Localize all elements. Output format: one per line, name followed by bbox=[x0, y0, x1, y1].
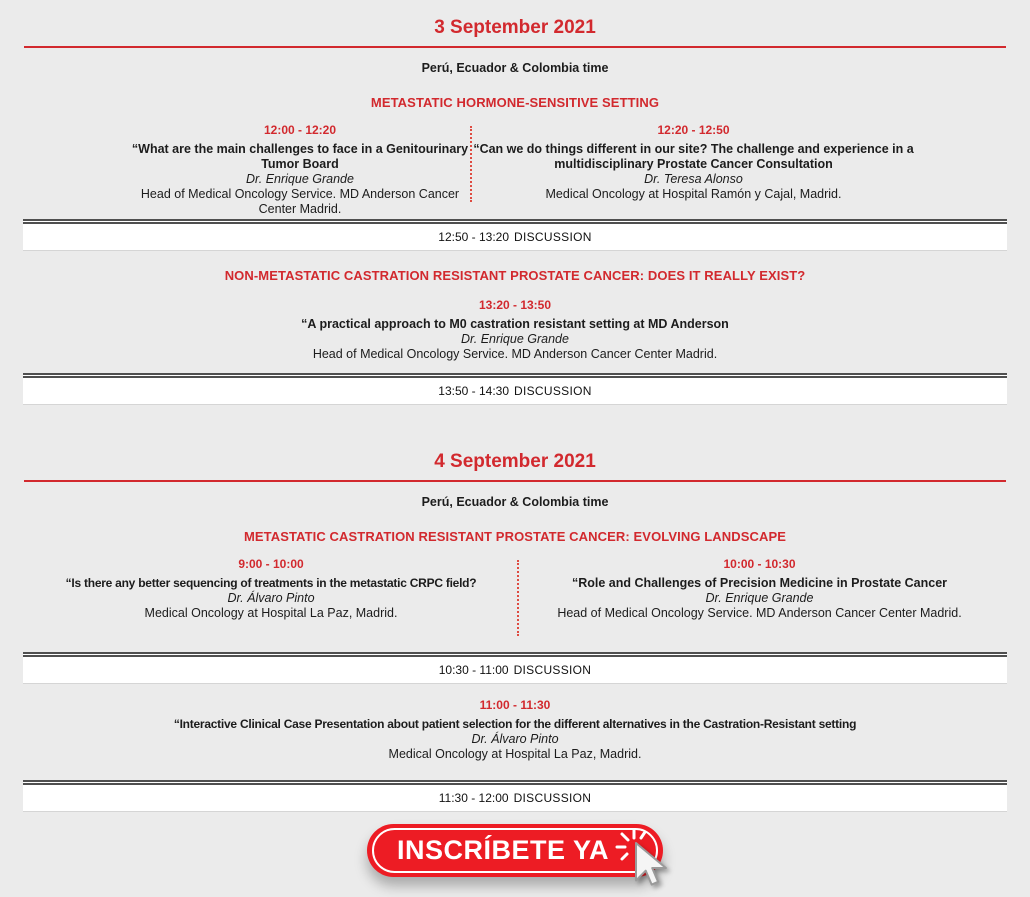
session-affiliation: Head of Medical Oncology Service. MD Anderson Cancer Center Madrid. bbox=[557, 606, 962, 620]
session-affiliation: Head of Medical Oncology Service. MD Anderson Cancer Center Madrid. bbox=[312, 347, 718, 361]
session-affiliation: Head of Medical Oncology Service. MD Anderson Cancer Center Madrid. bbox=[140, 187, 460, 216]
discussion-label: DISCUSSION bbox=[513, 791, 592, 805]
inscribete-button[interactable] bbox=[367, 824, 663, 877]
session-title: “What are the main challenges to face in a Genitourinary Tumor Board bbox=[131, 142, 469, 171]
day1-section1-heading: METASTATIC HORMONE-SENSITIVE SETTING bbox=[370, 95, 660, 110]
session-title: “Is there any better sequencing of treatments in the metastatic CRPC field? bbox=[65, 576, 477, 590]
day2-session-row bbox=[0, 557, 1030, 636]
day2-section1-heading: METASTATIC CASTRATION RESISTANT PROSTATE CANCER: EVOLVING LANDSCAPE bbox=[243, 529, 787, 544]
session-slot bbox=[519, 557, 1030, 636]
session-slot bbox=[0, 557, 517, 636]
session-time: 12:20 - 12:50 bbox=[657, 123, 730, 137]
session-title: “Can we do things different in our site? The challenge and experience in a multidisciplinary Prostate Cancer Consultation bbox=[473, 142, 914, 171]
session-slot bbox=[472, 123, 1030, 217]
cursor-click-icon bbox=[615, 827, 679, 897]
day1-title: 3 September 2021 bbox=[434, 17, 596, 38]
session-speaker: Dr. Álvaro Pinto bbox=[471, 732, 559, 746]
discussion-bar bbox=[23, 652, 1007, 684]
session-time: 13:20 - 13:50 bbox=[478, 298, 552, 312]
session-speaker: Dr. Álvaro Pinto bbox=[227, 591, 315, 605]
discussion-label: DISCUSSION bbox=[514, 384, 592, 398]
day1-timezone: Perú, Ecuador & Colombia time bbox=[421, 61, 609, 75]
session-slot bbox=[0, 698, 1030, 762]
discussion-label: DISCUSSION bbox=[513, 663, 592, 677]
day1-section2-heading: NON-METASTATIC CASTRATION RESISTANT PROSTATE CANCER: DOES IT REALLY EXIST? bbox=[224, 268, 806, 283]
session-affiliation: Medical Oncology at Hospital La Paz, Madrid. bbox=[144, 606, 398, 620]
red-rule bbox=[24, 480, 1006, 482]
inscribete-label: INSCRÍBETE YA bbox=[396, 835, 610, 865]
discussion-bar bbox=[23, 219, 1007, 251]
session-speaker: Dr. Teresa Alonso bbox=[644, 172, 743, 186]
session-title: “Interactive Clinical Case Presentation about patient selection for the different alternatives in the Castration-Resistant setting bbox=[173, 717, 857, 731]
session-speaker: Dr. Enrique Grande bbox=[705, 591, 814, 605]
session-time: 10:00 - 10:30 bbox=[723, 557, 796, 571]
session-affiliation: Medical Oncology at Hospital Ramón y Cajal, Madrid. bbox=[545, 187, 842, 201]
session-affiliation: Medical Oncology at Hospital La Paz, Madrid. bbox=[388, 747, 642, 761]
session-title: “Role and Challenges of Precision Medicine in Prostate Cancer bbox=[571, 576, 948, 590]
discussion-time: 12:50 - 13:20 bbox=[438, 230, 510, 244]
session-time: 12:00 - 12:20 bbox=[263, 123, 337, 137]
day2-timezone: Perú, Ecuador & Colombia time bbox=[421, 495, 609, 509]
red-rule bbox=[24, 46, 1006, 48]
session-title: “A practical approach to M0 castration resistant setting at MD Anderson bbox=[301, 317, 729, 331]
session-slot bbox=[0, 298, 1030, 362]
session-speaker: Dr. Enrique Grande bbox=[246, 172, 354, 186]
session-time: 9:00 - 10:00 bbox=[238, 557, 304, 571]
discussion-time: 13:50 - 14:30 bbox=[438, 384, 510, 398]
session-slot bbox=[0, 123, 470, 217]
discussion-time: 10:30 - 11:00 bbox=[438, 663, 509, 677]
discussion-time: 11:30 - 12:00 bbox=[438, 791, 509, 805]
discussion-bar bbox=[23, 373, 1007, 405]
session-time: 11:00 - 11:30 bbox=[479, 698, 551, 712]
cta-area bbox=[0, 824, 1030, 877]
day1-session-row bbox=[0, 123, 1030, 217]
discussion-label: DISCUSSION bbox=[514, 230, 592, 244]
day2-title: 4 September 2021 bbox=[434, 451, 596, 472]
discussion-bar bbox=[23, 780, 1007, 812]
session-speaker: Dr. Enrique Grande bbox=[461, 332, 569, 346]
